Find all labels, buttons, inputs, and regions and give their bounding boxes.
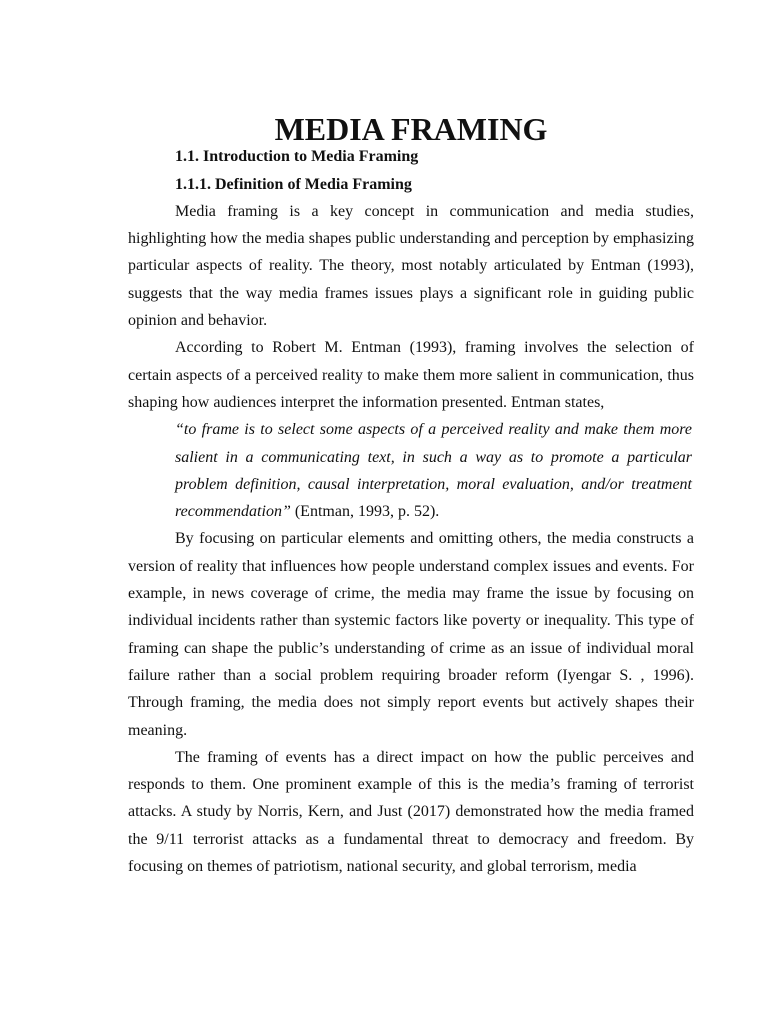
paragraph-definition: Media framing is a key concept in communication and media studies, highlighting how the media shapes public understanding and perception by emphasizing particular aspects of reality. The theory, most notably articulated by Entman (1993), suggests that the way media frames issues plays a significant role in guiding public opinion and behavior. <box>128 202 694 330</box>
page-title: MEDIA FRAMING <box>274 111 548 147</box>
subsection-heading: 1.1.1. Definition of Media Framing <box>175 175 412 193</box>
paragraph-construction: By focusing on particular elements and omitting others, the media constructs a version of reality that influences how people understand complex issues and events. For example, in news coverage of crime, the media may frame the issue by focusing on individual incidents rather than systemic factors like poverty or inequality. This type of framing can shape the public’s understanding of crime as an issue of individual moral failure rather than a social problem requiring broader reform (Iyengar S. , 1996). Through framing, the media does not simply report events but actively shapes their meaning. <box>128 530 694 739</box>
section-heading: 1.1. Introduction to Media Framing <box>175 148 419 166</box>
document-page <box>128 111 694 880</box>
quote-citation: (Entman, 1993, p. 52). <box>290 503 440 521</box>
paragraph-impact: The framing of events has a direct impact on how the public perceives and responds to them. One prominent example of this is the media’s framing of terrorist attacks. A study by Norris, Kern, and Just (2017) demonstrated how the media framed the 9/11 terrorist attacks as a fundamental threat to democracy and freedom. By focusing on themes of patriotism, national security, and global terrorism, media <box>128 748 694 876</box>
paragraph-entman: According to Robert M. Entman (1993), framing involves the selection of certain aspects of a perceived reality to make them more salient in communication, thus shaping how audiences interpret the information presented. Entman states, <box>128 339 694 411</box>
quote-text: “to frame is to select some aspects of a perceived reality and make them more salient in a communicating text, in such a way as to promote a particular problem definition, causal interpretation, moral evaluation, and/or treatment recommendation” <box>175 421 692 521</box>
block-quote <box>175 416 692 525</box>
